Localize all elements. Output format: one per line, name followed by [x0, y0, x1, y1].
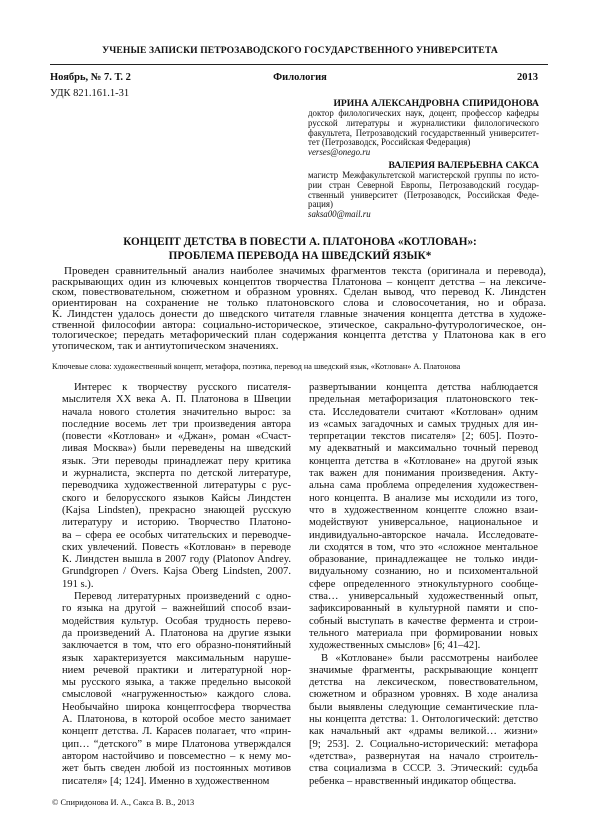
affiliation-line: русской литературы и журналистики филологического — [308, 118, 539, 128]
text-line: К. Линдстен удалось донести до шведского читателя главные значения концепта детства в художе- — [52, 308, 546, 320]
text-line: смысловой «нагруженностью» каждого слова. — [62, 689, 291, 701]
text-line: как начальный акт «драмы великой… жизни» — [309, 726, 538, 738]
article-title — [0, 235, 600, 263]
author-name: ИРИНА АЛЕКСАНДРОВНА СПИРИДОНОВА — [333, 98, 539, 109]
journal-title: УЧЕНЫЕ ЗАПИСКИ ПЕТРОЗАВОДСКОГО ГОСУДАРСТВЕННОГО УНИВЕРСИТЕТА — [102, 45, 498, 56]
text-line: что в художественном концепте сложно взаи- — [309, 504, 538, 516]
author-name: ВАЛЕРИЯ ВАЛЕРЬЕВНА САКСА — [388, 160, 539, 171]
author-email: verses@onego.ru — [308, 147, 371, 158]
text-line: мы русского языка, а также предельно высокой — [62, 677, 291, 689]
text-line: Интерес к творчеству русского писателя- — [74, 382, 291, 393]
text-line: тологическое; передать метафорический план содержания концепта детства у Платонова как в его — [52, 330, 546, 341]
affiliation-line: рии стран Северной Европы, Петрозаводский государ- — [308, 180, 539, 190]
text-line: ственной философии автора: социально-историческое, этическое, сакрально-футурологическое, он- — [52, 319, 546, 331]
text-line: зафиксированный в культурной памяти и спо- — [309, 603, 538, 615]
abstract — [52, 266, 546, 352]
text-line: раскрывающих один из ключевых концептов творчества Платонова – концепт детства – на лексиче- — [52, 276, 546, 288]
text-line: цип… “детского” в мире Платонова утверждался — [62, 738, 291, 750]
text-line: переводчика художественной литературы с рус- — [62, 480, 291, 492]
text-line: К. Линдстен вышла в 2007 году (Platonov Andrey. — [62, 554, 291, 566]
title-line: ПРОБЛЕМА ПЕРЕВОДА НА ШВЕДСКИЙ ЯЗЫК* — [168, 250, 432, 262]
text-line: [9; 253]. 2. Социально-исторический: метафора — [309, 738, 538, 750]
affiliation-line: доктор филологических наук, доцент, профессор кафедры — [308, 109, 539, 118]
title-line: КОНЦЕПТ ДЕТСТВА В ПОВЕСТИ А. ПЛАТОНОВА «КОТЛОВАН»: — [123, 236, 477, 248]
text-line: мыслителя XX века А. П. Платонова в Швеции — [62, 394, 291, 406]
paragraph — [62, 382, 291, 591]
right-column — [309, 382, 538, 788]
text-line: ориентирован на сохранение не только платоновского слова и словосочетания, но и образа. — [52, 298, 546, 309]
text-line: да произведений А. Платонова на другие языки — [62, 627, 291, 639]
text-line: ребенка – нравственный индикатор общества. — [309, 775, 517, 787]
text-line: Grundgropen / Övers. Kajsa Öberg Lindsten, 2007. — [62, 566, 291, 578]
text-line: ского и белорусского языков Кайсы Линдстен — [62, 492, 291, 504]
text-line: (Kajsa Lindsten), прекрасно знающей русскую — [62, 504, 291, 516]
text-line: му адекватный и максимально точный перевод — [309, 443, 538, 455]
affiliation-line: ственный университет (Петрозаводск, Российская Феде- — [308, 190, 539, 200]
affiliation-line: тет (Петрозаводск, Российская Федерация) — [308, 138, 471, 148]
text-line: начала нового столетия значительно вырос: за — [62, 406, 291, 418]
text-line: заключается в том, что его образно-понятийный — [62, 640, 291, 652]
paragraph — [309, 653, 538, 788]
paragraph — [309, 382, 538, 653]
text-line: 191 s.). — [62, 578, 94, 590]
udk-code: УДК 821.161.1-31 — [50, 88, 130, 99]
header-rule — [50, 64, 548, 65]
author-email: saksa00@mail.ru — [308, 209, 371, 220]
text-line: Перевод литературных произведений с одно- — [74, 591, 291, 603]
text-line: (повести «Котлован» и «Джан», роман «Счаст- — [62, 431, 291, 443]
text-line: ских увлечений. Повесть «Котлован» в переводе — [62, 541, 291, 553]
affiliation-line: рация) — [308, 200, 333, 210]
text-line: ны концепта детства: 1. Онтологический: детство — [309, 714, 538, 726]
text-line: индивидуально-авторское начала. Исследовате- — [309, 529, 538, 541]
text-line: ного концепта. В анализе мы исходили из того, — [309, 492, 538, 504]
text-line: ства социализма в СССР. 3. Этический: судьба — [309, 763, 538, 775]
author-affiliation — [308, 109, 539, 148]
affiliation-line: факультета, Петрозаводский государственный университет- — [308, 128, 539, 138]
text-line: модействуют универсальное, национальное и — [309, 517, 538, 529]
text-line: Проведен сравнительный анализ наиболее значимых фрагментов текста (оригинала и перевода), — [64, 266, 546, 277]
text-line: «детства», развернутая на начало строитель- — [309, 750, 538, 762]
text-line: модействия культур. Особая трудность перево- — [62, 615, 291, 627]
text-line: так важен для понимания произведения. Акту- — [309, 468, 538, 480]
author-block — [308, 161, 539, 220]
left-column — [62, 382, 291, 788]
text-line: ливая Москва») были переведены на шведский — [62, 443, 291, 455]
text-line: А. Платонова, в которой особое место занимает — [62, 714, 291, 726]
keywords: Ключевые слова: художественный концепт, метафора, поэтика, перевод на шведский язык, «Котлован» А. Платонова — [52, 362, 461, 371]
text-line: ства… универсальный художественный опыт, — [309, 591, 538, 603]
text-line: образование, принадлежащее не только инди- — [309, 554, 538, 566]
year: 2013 — [517, 72, 538, 83]
text-line: ском, повествовательном, сюжетном и образном уровнях. Сделан вывод, что перевод К. Линдстен — [52, 287, 546, 299]
text-line: последние восемь лет три произведения автора — [62, 418, 291, 430]
text-line: язык характеризуется максимальным наруше- — [62, 652, 291, 664]
text-line: собный выступать в качестве фермента и строи- — [309, 615, 538, 627]
text-line: были выявлены следующие семантические пла- — [309, 701, 538, 713]
text-line: ли сходятся в том, что это «сложное ментальное — [309, 541, 538, 553]
text-line: значимые фрагменты, раскрывающие концепт — [309, 664, 538, 676]
text-line: из «самых загадочных и самых трудных для ин- — [309, 418, 538, 430]
text-line: детства на лексическом, повествовательном, — [309, 677, 538, 689]
text-line: утопическом, так и антиутопическом значениях. — [52, 340, 279, 352]
paragraph — [62, 591, 291, 788]
text-line: го языка на другой – важнейший способ взаи- — [62, 603, 291, 615]
affiliation-line: магистр Межфакультетской магистерской группы по исто- — [308, 171, 539, 180]
text-line: автором настойчиво и повсеместно – к нему мо- — [62, 750, 291, 762]
text-line: альна сама проблема определения художествен- — [309, 480, 538, 492]
text-line: сюжетном и образном уровнях. В ходе анализа — [309, 689, 538, 701]
text-line: Необычайно широка концептосфера творчества — [62, 701, 291, 713]
text-line: язык. Эти переводы принадлежат перу критика — [62, 455, 291, 467]
text-line: писателя» [4; 124]. Именно в художественном — [62, 775, 270, 787]
text-line: видуальному сознанию, но и психоментальной — [309, 566, 538, 578]
text-line: литературу и историю. Творчество Платоно- — [62, 517, 291, 529]
text-line: В «Котловане» были рассмотрены наиболее — [321, 652, 538, 664]
author-affiliation — [308, 171, 539, 210]
section-name: Филология — [273, 72, 327, 83]
text-line: жет быть сведен любой из постоянных мотивов — [62, 763, 291, 775]
text-line: концепта детства в «Котловане» на другой язык — [309, 455, 538, 467]
text-line: развертывании концепта детства наблюдается — [309, 382, 538, 393]
text-line: предельная метафоризация платоновского тек- — [309, 394, 538, 406]
text-line: художественных смыслов» [6; 41–42]. — [309, 640, 481, 652]
text-line: нием речевой практики и литературной нор- — [62, 664, 291, 676]
text-line: тельного материала при формировании новых — [309, 627, 538, 639]
text-line: концепт детства. Л. Карасев полагает, что «прин- — [62, 726, 291, 738]
issue-number: Ноябрь, № 7. Т. 2 — [50, 72, 131, 83]
text-line: ва – сфера ее особых читательских и переводче- — [62, 529, 291, 541]
author-block — [308, 99, 539, 158]
text-line: и журналиста, эксперта по детской литературе, — [62, 468, 291, 480]
text-line: сфере определенного этнокультурного сообще- — [309, 578, 538, 590]
text-line: терпретации текстов писателя» [2; 605]. Поэто- — [309, 431, 538, 443]
copyright: © Спиридонова И. А., Сакса В. В., 2013 — [52, 798, 195, 807]
text-line: ста. Исследователи считают «Котлован» одним — [309, 406, 538, 418]
